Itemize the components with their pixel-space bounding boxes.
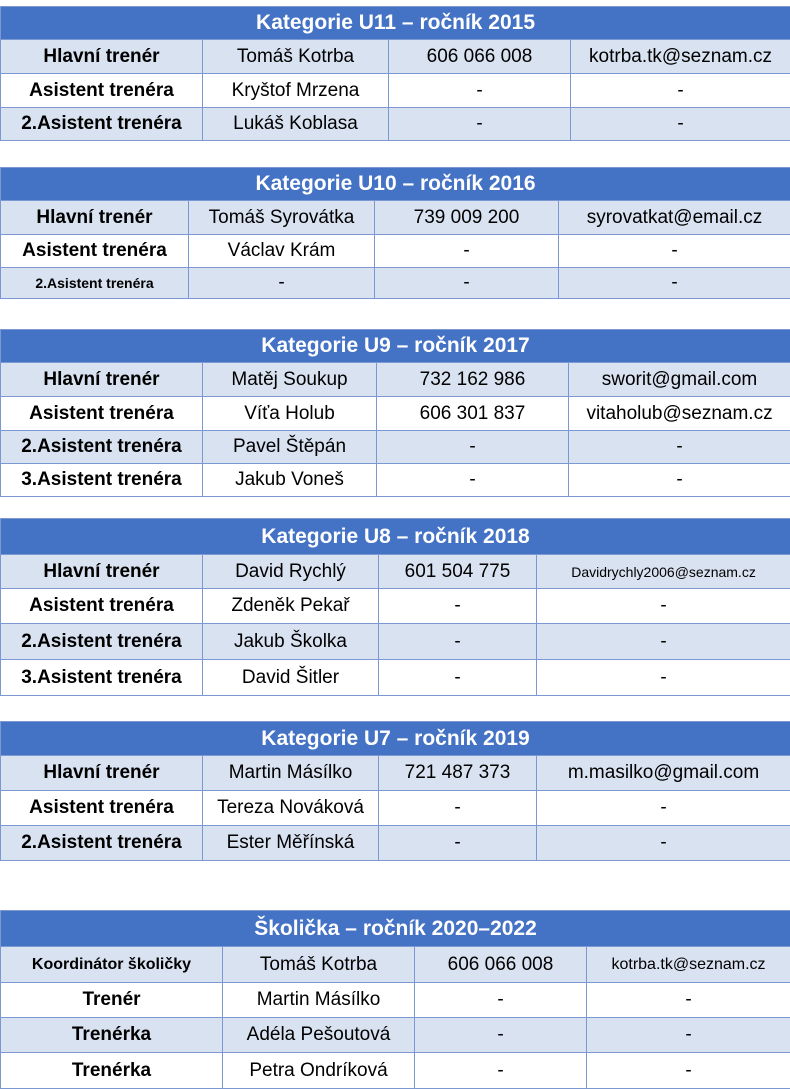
name-cell: Tomáš Syrovátka	[189, 201, 375, 235]
category-table-u7	[0, 721, 790, 861]
role-cell: Hlavní trenér	[1, 363, 203, 397]
email-cell: -	[571, 108, 790, 141]
phone-cell: 739 009 200	[375, 201, 559, 235]
phone-cell: -	[379, 589, 537, 624]
table-row	[1, 431, 790, 464]
role-cell: Trenér	[1, 983, 223, 1018]
role-cell: 3.Asistent trenéra	[1, 660, 203, 696]
name-cell: Adéla Pešoutová	[223, 1018, 415, 1053]
phone-cell: -	[379, 826, 537, 861]
role-cell: Hlavní trenér	[1, 201, 189, 235]
name-cell: Martin Másílko	[223, 983, 415, 1018]
phone-cell: -	[415, 1053, 587, 1089]
email-cell: -	[587, 1018, 790, 1053]
phone-cell: -	[379, 660, 537, 696]
category-table-u11	[0, 6, 790, 141]
email-cell: -	[537, 660, 790, 696]
table-row	[1, 555, 790, 589]
email-cell: -	[537, 624, 790, 660]
role-cell: Asistent trenéra	[1, 235, 189, 268]
role-cell: 3.Asistent trenéra	[1, 464, 203, 497]
table-row	[1, 756, 790, 791]
table-row	[1, 397, 790, 431]
name-cell: Matěj Soukup	[203, 363, 377, 397]
email-cell: -	[537, 791, 790, 826]
email-cell: syrovatkat@email.cz	[559, 201, 790, 235]
table-row	[1, 983, 790, 1018]
email-cell: -	[587, 983, 790, 1018]
phone-cell: -	[379, 791, 537, 826]
table-row	[1, 1018, 790, 1053]
category-table-u9	[0, 329, 790, 497]
table-row	[1, 464, 790, 497]
role-cell: Trenérka	[1, 1053, 223, 1089]
name-cell: Jakub Voneš	[203, 464, 377, 497]
email-cell: -	[537, 826, 790, 861]
name-cell: David Šitler	[203, 660, 379, 696]
role-cell: 2.Asistent trenéra	[1, 826, 203, 861]
category-title: Školička – ročník 2020–2022	[1, 911, 790, 947]
phone-cell: -	[377, 431, 569, 464]
email-cell: -	[571, 74, 790, 108]
role-cell: Hlavní trenér	[1, 756, 203, 791]
name-cell: Lukáš Koblasa	[203, 108, 389, 141]
table-row	[1, 660, 790, 696]
table-row	[1, 40, 790, 74]
phone-cell: -	[389, 74, 571, 108]
category-title: Kategorie U11 – ročník 2015	[1, 7, 790, 40]
table-row	[1, 363, 790, 397]
role-cell: Hlavní trenér	[1, 40, 203, 74]
category-table-u8	[0, 518, 790, 696]
phone-cell: -	[377, 464, 569, 497]
name-cell: Víťa Holub	[203, 397, 377, 431]
role-cell: Hlavní trenér	[1, 555, 203, 589]
phone-cell: 601 504 775	[379, 555, 537, 589]
email-cell: -	[537, 589, 790, 624]
name-cell: -	[189, 268, 375, 299]
name-cell: Pavel Štěpán	[203, 431, 377, 464]
name-cell: Václav Krám	[189, 235, 375, 268]
email-cell: -	[587, 1053, 790, 1089]
email-cell: -	[569, 431, 790, 464]
email-cell: Davidrychly2006@seznam.cz	[537, 555, 790, 589]
table-row	[1, 235, 790, 268]
email-cell: -	[559, 235, 790, 268]
category-table-skolicka	[0, 910, 790, 1089]
table-row	[1, 201, 790, 235]
name-cell: Tomáš Kotrba	[203, 40, 389, 74]
email-cell: -	[559, 268, 790, 299]
table-row	[1, 826, 790, 861]
phone-cell: -	[389, 108, 571, 141]
email-cell: kotrba.tk@seznam.cz	[571, 40, 790, 74]
table-row	[1, 624, 790, 660]
role-cell: 2.Asistent trenéra	[1, 624, 203, 660]
role-cell: Asistent trenéra	[1, 589, 203, 624]
name-cell: Zdeněk Pekař	[203, 589, 379, 624]
table-row	[1, 74, 790, 108]
email-cell: sworit@gmail.com	[569, 363, 790, 397]
phone-cell: -	[379, 624, 537, 660]
name-cell: Ester Měřínská	[203, 826, 379, 861]
category-title: Kategorie U8 – ročník 2018	[1, 519, 790, 555]
phone-cell: -	[415, 983, 587, 1018]
phone-cell: 732 162 986	[377, 363, 569, 397]
name-cell: Martin Másílko	[203, 756, 379, 791]
email-cell: vitaholub@seznam.cz	[569, 397, 790, 431]
email-cell: m.masilko@gmail.com	[537, 756, 790, 791]
category-title: Kategorie U10 – ročník 2016	[1, 168, 790, 201]
name-cell: Jakub Školka	[203, 624, 379, 660]
email-cell: kotrba.tk@seznam.cz	[587, 947, 790, 983]
role-cell: Asistent trenéra	[1, 397, 203, 431]
role-cell: 2.Asistent trenéra	[1, 431, 203, 464]
name-cell: Tomáš Kotrba	[223, 947, 415, 983]
name-cell: David Rychlý	[203, 555, 379, 589]
table-row	[1, 1053, 790, 1089]
role-cell: Trenérka	[1, 1018, 223, 1053]
email-cell: -	[569, 464, 790, 497]
table-row	[1, 947, 790, 983]
role-cell: Koordinátor školičky	[1, 947, 223, 983]
category-title: Kategorie U9 – ročník 2017	[1, 330, 790, 363]
role-cell: 2.Asistent trenéra	[1, 268, 189, 299]
role-cell: Asistent trenéra	[1, 74, 203, 108]
category-title: Kategorie U7 – ročník 2019	[1, 722, 790, 756]
role-cell: 2.Asistent trenéra	[1, 108, 203, 141]
name-cell: Petra Ondríková	[223, 1053, 415, 1089]
role-cell: Asistent trenéra	[1, 791, 203, 826]
phone-cell: -	[375, 268, 559, 299]
table-row	[1, 108, 790, 141]
name-cell: Tereza Nováková	[203, 791, 379, 826]
phone-cell: 721 487 373	[379, 756, 537, 791]
phone-cell: 606 066 008	[389, 40, 571, 74]
name-cell: Kryštof Mrzena	[203, 74, 389, 108]
category-table-u10	[0, 167, 790, 299]
phone-cell: -	[375, 235, 559, 268]
table-row	[1, 268, 790, 299]
table-row	[1, 589, 790, 624]
phone-cell: 606 066 008	[415, 947, 587, 983]
phone-cell: 606 301 837	[377, 397, 569, 431]
table-row	[1, 791, 790, 826]
phone-cell: -	[415, 1018, 587, 1053]
